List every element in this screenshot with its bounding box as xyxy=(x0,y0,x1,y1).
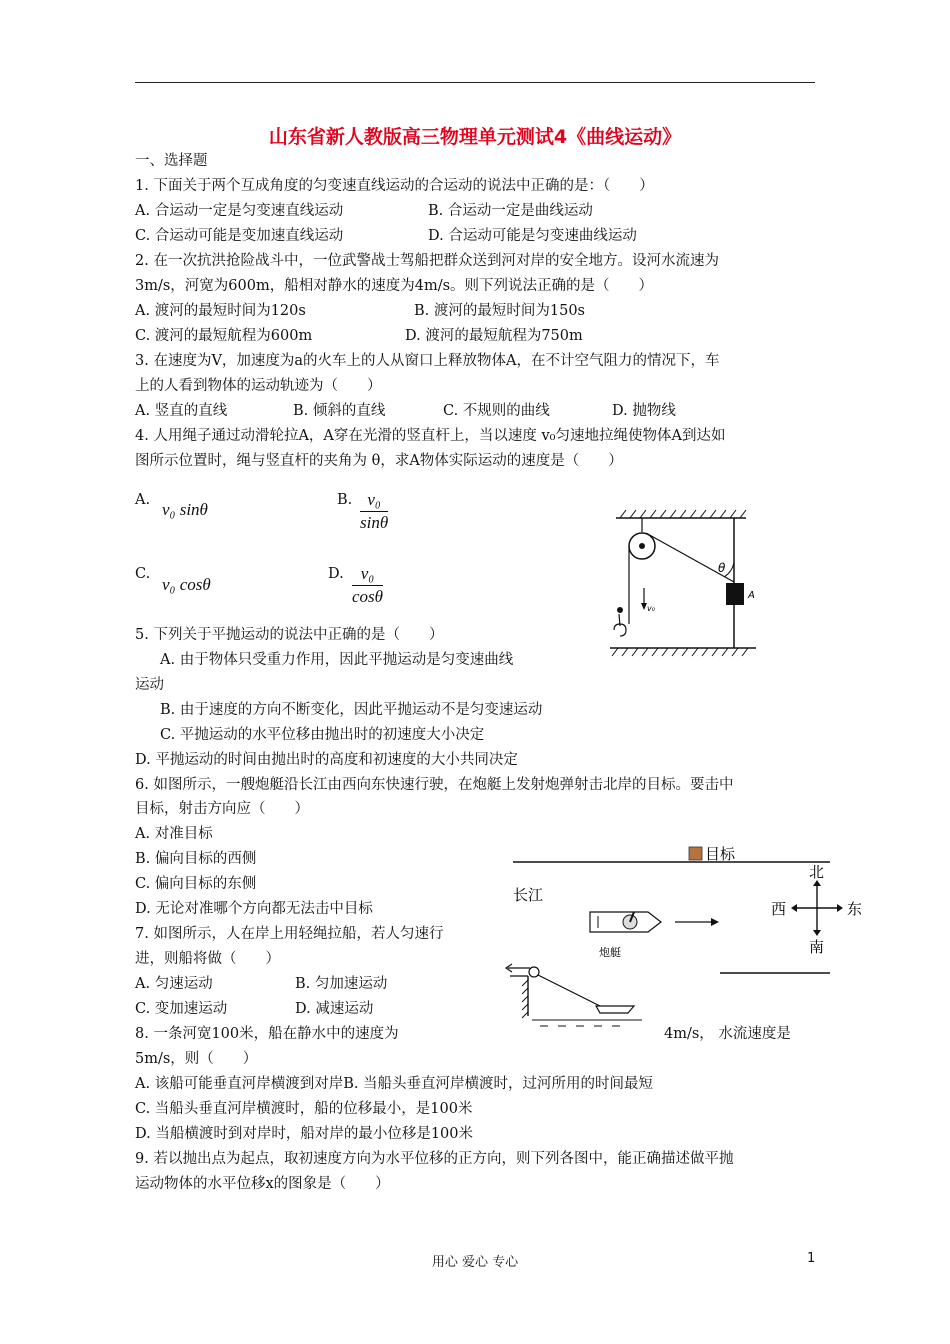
q8-option-d: D. 当船横渡时到对岸时，船对岸的最小位移是100米 xyxy=(135,1126,474,1142)
q5-option-d: D. 平抛运动的时间由抛出时的高度和初速度的大小共同决定 xyxy=(135,752,518,768)
q4-option-d-fraction xyxy=(352,564,383,607)
q2-option-a: A. 渡河的最短时间为120s xyxy=(135,303,306,319)
question-2-line2: 3m/s，河宽为600m，船相对静水的速度为4m/s。则下列说法正确的是（ ） xyxy=(135,278,654,294)
q6-option-b: B. 偏向目标的西侧 xyxy=(135,851,257,867)
question-7-line1: 7. 如图所示，人在岸上用轻绳拉船，若人匀速行 xyxy=(135,926,444,942)
question-6-line1: 6. 如图所示，一艘炮艇沿长江由西向东快速行驶，在炮艇上发射炮弹射击北岸的目标。要击中 xyxy=(135,777,734,793)
q4-option-c-formula: v₀ cosθ xyxy=(162,575,211,594)
q5-option-a-line2: 运动 xyxy=(135,677,164,693)
q7-boat-figure xyxy=(502,958,652,1032)
q3-option-c: C. 不规则的曲线 xyxy=(443,403,550,419)
q7-option-b: B. 匀加速运动 xyxy=(295,976,388,992)
question-9-line1: 9. 若以抛出点为起点，取初速度方向为水平位移的正方向，则下列各图中，能正确描述做平抛 xyxy=(135,1151,734,1167)
question-1: 1. 下面关于两个互成角度的匀变速直线运动的合运动的说法中正确的是：（ ） xyxy=(135,178,654,194)
question-5: 5. 下列关于平抛运动的说法中正确的是（ ） xyxy=(135,627,444,643)
q4-option-d-label: D. xyxy=(328,566,344,582)
compass-east-label: 东 xyxy=(847,900,863,918)
target-label: 目标 xyxy=(705,845,736,863)
question-3-line1: 3. 在速度为V，加速度为a的火车上的人从窗口上释放物体A，在不计空气阻力的情况下，车 xyxy=(135,353,720,369)
person-head-icon xyxy=(617,607,623,613)
q5-option-b: B. 由于速度的方向不断变化，因此平抛运动不是匀变速运动 xyxy=(160,702,543,718)
question-9-line2: 运动物体的水平位移x的图象是（ ） xyxy=(135,1176,390,1192)
question-8-line2: 5m/s，则（ ） xyxy=(135,1051,258,1067)
q4-d-numerator: v₀ xyxy=(352,564,383,586)
q4-option-b-label: B. xyxy=(337,492,353,508)
question-4-line1: 4. 人用绳子通过动滑轮拉A，A穿在光滑的竖直杆上，当以速度 v₀匀速地拉绳使物体A到达如 xyxy=(135,428,726,444)
target-icon xyxy=(689,847,702,860)
question-2-line1: 2. 在一次抗洪抢险战斗中，一位武警战士驾船把群众送到河对岸的安全地方。设河水流速为 xyxy=(135,253,719,269)
river-label: 长江 xyxy=(513,886,544,904)
q2-option-d: D. 渡河的最短航程为750m xyxy=(405,328,583,344)
q3-option-d: D. 抛物线 xyxy=(612,403,676,419)
q1-option-a: A. 合运动一定是匀变速直线运动 xyxy=(135,203,344,219)
q4-v0-label: v₀ xyxy=(647,604,655,613)
q7-option-a: A. 匀速运动 xyxy=(135,976,213,992)
q1-option-b: B. 合运动一定是曲线运动 xyxy=(428,203,593,219)
q7-option-d: D. 减速运动 xyxy=(295,1001,374,1017)
q4-option-a-label: A. xyxy=(135,492,151,508)
q4-b-denominator: sinθ xyxy=(360,513,389,532)
compass-north-label: 北 xyxy=(809,863,825,881)
q4-pulley-figure xyxy=(606,506,766,658)
q4-b-numerator: v₀ xyxy=(360,490,388,512)
q4-option-c-label: C. xyxy=(135,566,151,582)
q5-option-c: C. 平抛运动的水平位移由抛出时的初速度大小决定 xyxy=(160,727,485,743)
section-heading: 一、选择题 xyxy=(135,153,208,169)
q1-option-d: D. 合运动可能是匀变速曲线运动 xyxy=(428,228,637,244)
q6-option-d: D. 无论对准哪个方向都无法击中目标 xyxy=(135,901,373,917)
q5-option-a-line1: A. 由于物体只受重力作用，因此平抛运动是匀变速曲线 xyxy=(160,652,514,668)
q4-block-label: A xyxy=(748,590,755,601)
q1-option-c: C. 合运动可能是变加速直线运动 xyxy=(135,228,344,244)
question-7-line2: 进，则船将做（ ） xyxy=(135,951,280,967)
q4-option-b-fraction xyxy=(360,490,388,533)
page-number: 1 xyxy=(807,1251,816,1266)
question-8-line1-left: 8. 一条河宽100米，船在静水中的速度为 xyxy=(135,1026,399,1042)
question-6-line2: 目标，射击方向应（ ） xyxy=(135,801,309,817)
q4-d-denominator: cosθ xyxy=(352,587,384,606)
q3-option-b: B. 倾斜的直线 xyxy=(293,403,386,419)
q2-option-b: B. 渡河的最短时间为150s xyxy=(414,303,585,319)
compass-west-label: 西 xyxy=(771,900,787,918)
q6-option-a: A. 对准目标 xyxy=(135,826,213,842)
page-footer: 用心 爱心 专心 xyxy=(431,1255,519,1270)
q2-option-c: C. 渡河的最短航程为600m xyxy=(135,328,313,344)
q4-theta-label: θ xyxy=(718,561,726,575)
q7-option-c: C. 变加速运动 xyxy=(135,1001,228,1017)
question-4-line2: 图所示位置时，绳与竖直杆的夹角为 θ，求A物体实际运动的速度是（ ） xyxy=(135,453,623,469)
q8-option-a-b: A. 该船可能垂直河岸横渡到对岸B. 当船头垂直河岸横渡时，过河所用的时间最短 xyxy=(135,1076,654,1092)
page-title: 山东省新人教版高三物理单元测试4《曲线运动》 xyxy=(268,126,682,148)
question-3-line2: 上的人看到物体的运动轨迹为（ ） xyxy=(135,378,382,394)
q6-option-c: C. 偏向目标的东侧 xyxy=(135,876,257,892)
q8-option-c: C. 当船头垂直河岸横渡时，船的位移最小，是100米 xyxy=(135,1101,473,1117)
boat-label: 炮艇 xyxy=(599,946,621,959)
header-rule xyxy=(135,82,815,83)
compass-south-label: 南 xyxy=(809,938,825,956)
q3-option-a: A. 竖直的直线 xyxy=(135,403,228,419)
question-8-line1-right: 4m/s， 水流速度是 xyxy=(664,1026,791,1042)
q4-option-a-formula: v₀ sinθ xyxy=(162,500,208,519)
